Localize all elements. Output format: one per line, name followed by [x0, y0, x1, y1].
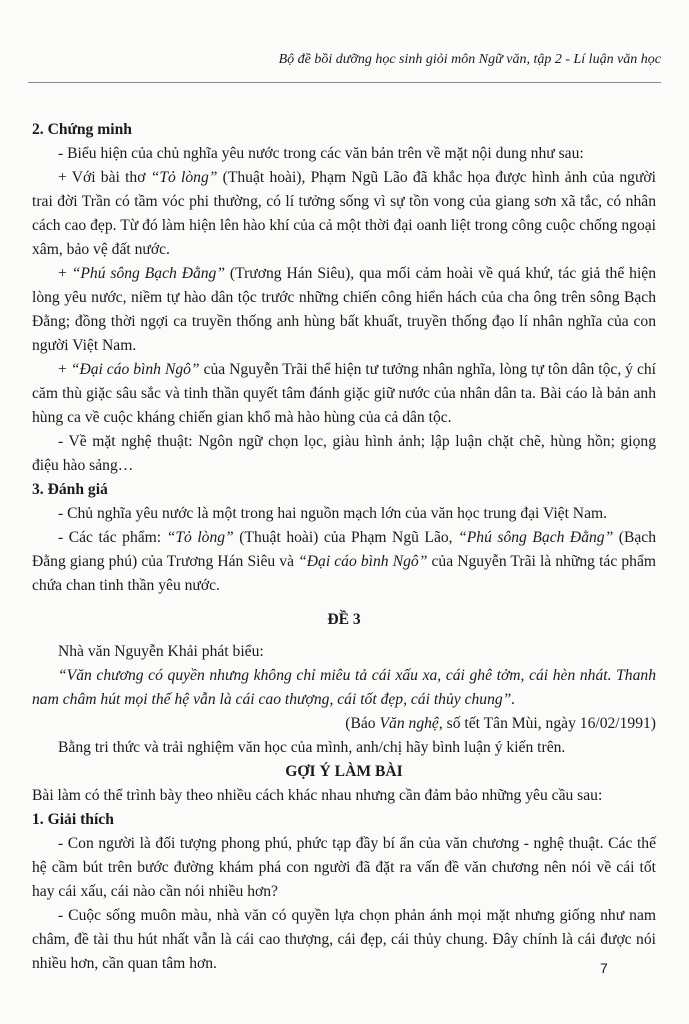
s3-work-3: “Đại cáo bình Ngô”: [298, 553, 428, 570]
section-2-intro: - Biểu hiện của chủ nghĩa yêu nước trong các văn bản trên về mặt nội dung như sau:: [58, 145, 584, 162]
s3-work-2: “Phú sông Bạch Đằng”: [458, 529, 614, 546]
item-1-text: (Thuật hoài), Phạm Ngũ Lão đã khắc họa được hình ảnh của người trai đời Trần có tầm vóc phi thường, có lí tưởng sống vì sự tồn vong của giang sơn xã tắc, có nhân cách cao đẹp. Từ đó làm hiện lên hào khí của cả một thời đại oanh liệt trong công cuộc chống ngoại xâm, bảo vệ đất nước.: [32, 169, 657, 258]
item-3-work-title: “Đại cáo bình Ngô”: [70, 361, 200, 378]
section-3-heading: 3. Đánh giá: [32, 481, 108, 498]
section-2-art: - Về mặt nghệ thuật: Ngôn ngữ chọn lọc, giàu hình ảnh; lập luận chặt chẽ, hùng hồn; giọng điệu hào sảng…: [32, 433, 656, 474]
de-3-task: Bằng tri thức và trải nghiệm văn học của mình, anh/chị hãy bình luận ý kiến trên.: [58, 739, 566, 756]
guidance-paragraph-1: - Con người là đối tượng phong phú, phức tạp đầy bí ẩn của văn chương - nghệ thuật. Các thế hệ cầm bút trên bước đường khám phá con người đã đặt ra vấn đề văn chương nên nói về cái tốt hay cái xấu, cái nào cần nói nhiều hơn?: [32, 835, 656, 900]
section-2-item-2: [32, 262, 656, 358]
item-3-text: của Nguyễn Trãi thể hiện tư tưởng nhân nghĩa, lòng tự tôn dân tộc, ý chí căm thù giặc sâu sắc và tinh thần quyết tâm đánh giặc giữ nước của nhân dân ta. Bài cáo là bản anh hùng ca về cuộc kháng chiến gian khổ mà hào hùng của cả dân tộc.: [32, 361, 656, 426]
s3-text-d: của Nguyễn Trãi là những tác phẩm chứa chan tinh thần yêu nước.: [32, 553, 656, 594]
de-3-intro: Nhà văn Nguyễn Khải phát biểu:: [58, 643, 264, 660]
guidance-paragraph-2: - Cuộc sống muôn màu, nhà văn có quyền lựa chọn phản ánh mọi mặt nhưng giống như nam châm, đề tài thu hút nhất vẫn là cái cao thượng, cái đẹp, cái thủy chung. Đây chính là cái được nói nhiều hơn, cần quan tâm hơn.: [32, 907, 656, 972]
running-header: Bộ đề bồi dưỡng học sinh giỏi môn Ngữ văn, tập 2 - Lí luận văn học: [278, 52, 661, 67]
guidance-intro: Bài làm có thể trình bày theo nhiều cách khác nhau nhưng cần đảm bảo những yêu cầu sau:: [32, 787, 603, 804]
section-3-paragraph-2: [32, 526, 656, 598]
page-content: [32, 118, 656, 976]
item-1-work-title: “Tỏ lòng”: [150, 169, 218, 186]
s3-text-c: (Bạch Đằng giang phú) của Trương Hán Siêu và: [32, 529, 657, 570]
guidance-heading-1: 1. Giải thích: [32, 811, 114, 828]
guidance-title: GỢI Ý LÀM BÀI: [285, 763, 403, 780]
page-number: 7: [600, 960, 608, 976]
s3-text-a: - Các tác phẩm:: [58, 529, 167, 546]
de-3-source: [32, 712, 656, 736]
source-a: (Báo: [345, 715, 380, 732]
item-2-work-title: “Phú sông Bạch Đằng”: [71, 265, 226, 282]
de-3-quote: “Văn chương có quyền nhưng không chỉ miêu tả cái xấu xa, cái ghê tởm, cái hèn nhát. Thanh nam châm hút mọi thế hệ vẫn là cái cao thượng, cái tốt đẹp, cái thủy chung”.: [32, 667, 656, 708]
item-2-text: (Trương Hán Siêu), qua mối cảm hoài về quá khứ, tác giả thể hiện lòng yêu nước, niềm tự hào dân tộc trước những chiến công hiển hách của cha ông trên sông Bạch Đằng; đồng thời ngợi ca truyền thống anh hùng bất khuất, truyền thống đạo lí nhân nghĩa của con người Việt Nam.: [32, 265, 656, 354]
section-2-item-1: [32, 166, 656, 262]
section-2-item-3: [32, 358, 656, 430]
s3-work-1: “Tỏ lòng”: [166, 529, 234, 546]
exam-title-de-3: ĐỀ 3: [327, 611, 361, 628]
item-3-prefix: +: [58, 361, 71, 378]
item-1-prefix: + Với bài thơ: [58, 169, 151, 186]
section-2-heading: 2. Chứng minh: [32, 121, 132, 138]
source-newspaper: Văn nghệ: [379, 715, 439, 732]
section-3-paragraph-1: - Chủ nghĩa yêu nước là một trong hai nguồn mạch lớn của văn học trung đại Việt Nam.: [58, 505, 608, 522]
source-c: , số tết Tân Mùi, ngày 16/02/1991): [438, 715, 656, 732]
s3-text-b: (Thuật hoài) của Phạm Ngũ Lão,: [233, 529, 459, 546]
item-2-prefix: +: [58, 265, 72, 282]
header-divider: [28, 82, 661, 83]
